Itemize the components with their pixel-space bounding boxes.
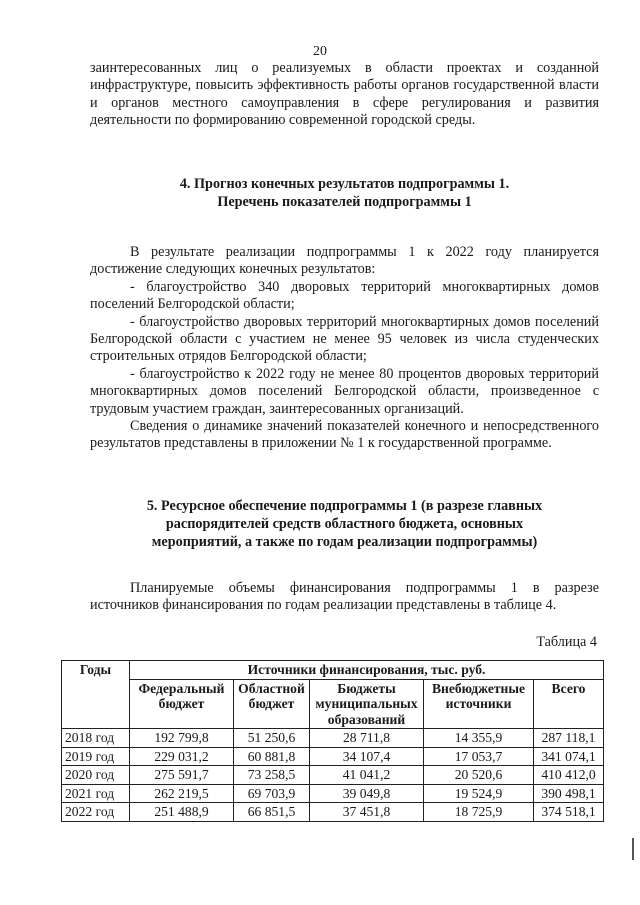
section4-title-line2: Перечень показателей подпрограммы 1 [217,194,472,210]
cell-municipal: 41 041,2 [310,766,424,785]
scan-edge-mark [632,838,634,860]
cell-regional: 60 881,8 [234,747,310,766]
section5-title-line1: 5. Ресурсное обеспечение подпрограммы 1 (в разрезе главных [146,498,543,514]
cell-regional: 51 250,6 [234,729,310,748]
cell-federal: 275 591,7 [130,766,234,785]
cell-total: 410 412,0 [534,766,604,785]
cell-total: 341 074,1 [534,747,604,766]
sources-header: Источники финансирования, тыс. руб. [130,661,604,680]
col-total-header: Всего [534,679,604,729]
section5-lead: Планируемые объемы финансирования подпрограммы 1 в разрезе источников финансирования по годам реализации представлены в таблице 4. [90,580,599,614]
table-row [62,729,604,748]
cell-regional: 69 703,9 [234,784,310,803]
intro-paragraph: заинтересованных лиц о реализуемых в области проектах и созданной инфраструктуре, повысить эффективность работы органов государственной власти и органов местного самоуправления в сфере регулирования и развития деятельности по формированию современной городской среды. [90,60,599,129]
cell-municipal: 37 451,8 [310,803,424,822]
cell-federal: 251 488,9 [130,803,234,822]
section4-closing: Сведения о динамике значений показателей конечного и непосредственного результатов представлены в приложении № 1 к государственной программе. [90,418,599,452]
cell-federal: 262 219,5 [130,784,234,803]
result-bullet-1: - благоустройство 340 дворовых территорий многоквартирных домов поселений Белгородской области; [90,278,599,313]
cell-municipal: 34 107,4 [310,747,424,766]
col-regional-header: Областной бюджет [234,679,310,729]
cell-total: 390 498,1 [534,784,604,803]
table-row [62,803,604,822]
page-number: 20 [313,44,327,59]
col-federal-header: Федеральный бюджет [130,679,234,729]
table-row [62,784,604,803]
row-year: 2022 год [62,803,130,822]
section4-body [90,244,599,453]
cell-extra: 19 524,9 [424,784,534,803]
result-bullet-3: - благоустройство к 2022 году не менее 80 процентов дворовых территорий многоквартирных домов поселений Белгородской области, произведенное с трудовым участием граждан, заинтересованных организаций. [90,365,599,417]
row-year: 2019 год [62,747,130,766]
section4-lead: В результате реализации подпрограммы 1 к 2022 году планируется достижение следующих конечных результатов: [90,244,599,278]
cell-extra: 18 725,9 [424,803,534,822]
result-bullet-2: - благоустройство дворовых территорий многоквартирных домов поселений Белгородской области с участием не менее 95 человек из числа студенческих строительных отрядов Белгородской области; [90,313,599,365]
table-row [62,766,604,785]
cell-extra: 20 520,6 [424,766,534,785]
section5-title-line3: мероприятий, а также по годам реализации подпрограммы) [151,534,538,550]
section5-body [90,580,599,615]
col-extra-header: Внебюджетные источники [424,679,534,729]
section5-heading [90,497,599,551]
row-year: 2021 год [62,784,130,803]
section4-heading [90,175,599,211]
years-header: Годы [62,661,130,729]
table-row [62,747,604,766]
col-municipal-header: Бюджеты муниципальных образований [310,679,424,729]
cell-regional: 66 851,5 [234,803,310,822]
cell-total: 374 518,1 [534,803,604,822]
cell-total: 287 118,1 [534,729,604,748]
cell-extra: 14 355,9 [424,729,534,748]
cell-regional: 73 258,5 [234,766,310,785]
cell-federal: 229 031,2 [130,747,234,766]
row-year: 2020 год [62,766,130,785]
row-year: 2018 год [62,729,130,748]
cell-municipal: 39 049,8 [310,784,424,803]
cell-extra: 17 053,7 [424,747,534,766]
cell-federal: 192 799,8 [130,729,234,748]
section4-title-line1: 4. Прогноз конечных результатов подпрограммы 1. [179,176,510,192]
cell-municipal: 28 711,8 [310,729,424,748]
financing-table [61,660,604,822]
section5-title-line2: распорядителей средств областного бюджета, основных [165,516,524,532]
table-caption: Таблица 4 [536,634,597,650]
